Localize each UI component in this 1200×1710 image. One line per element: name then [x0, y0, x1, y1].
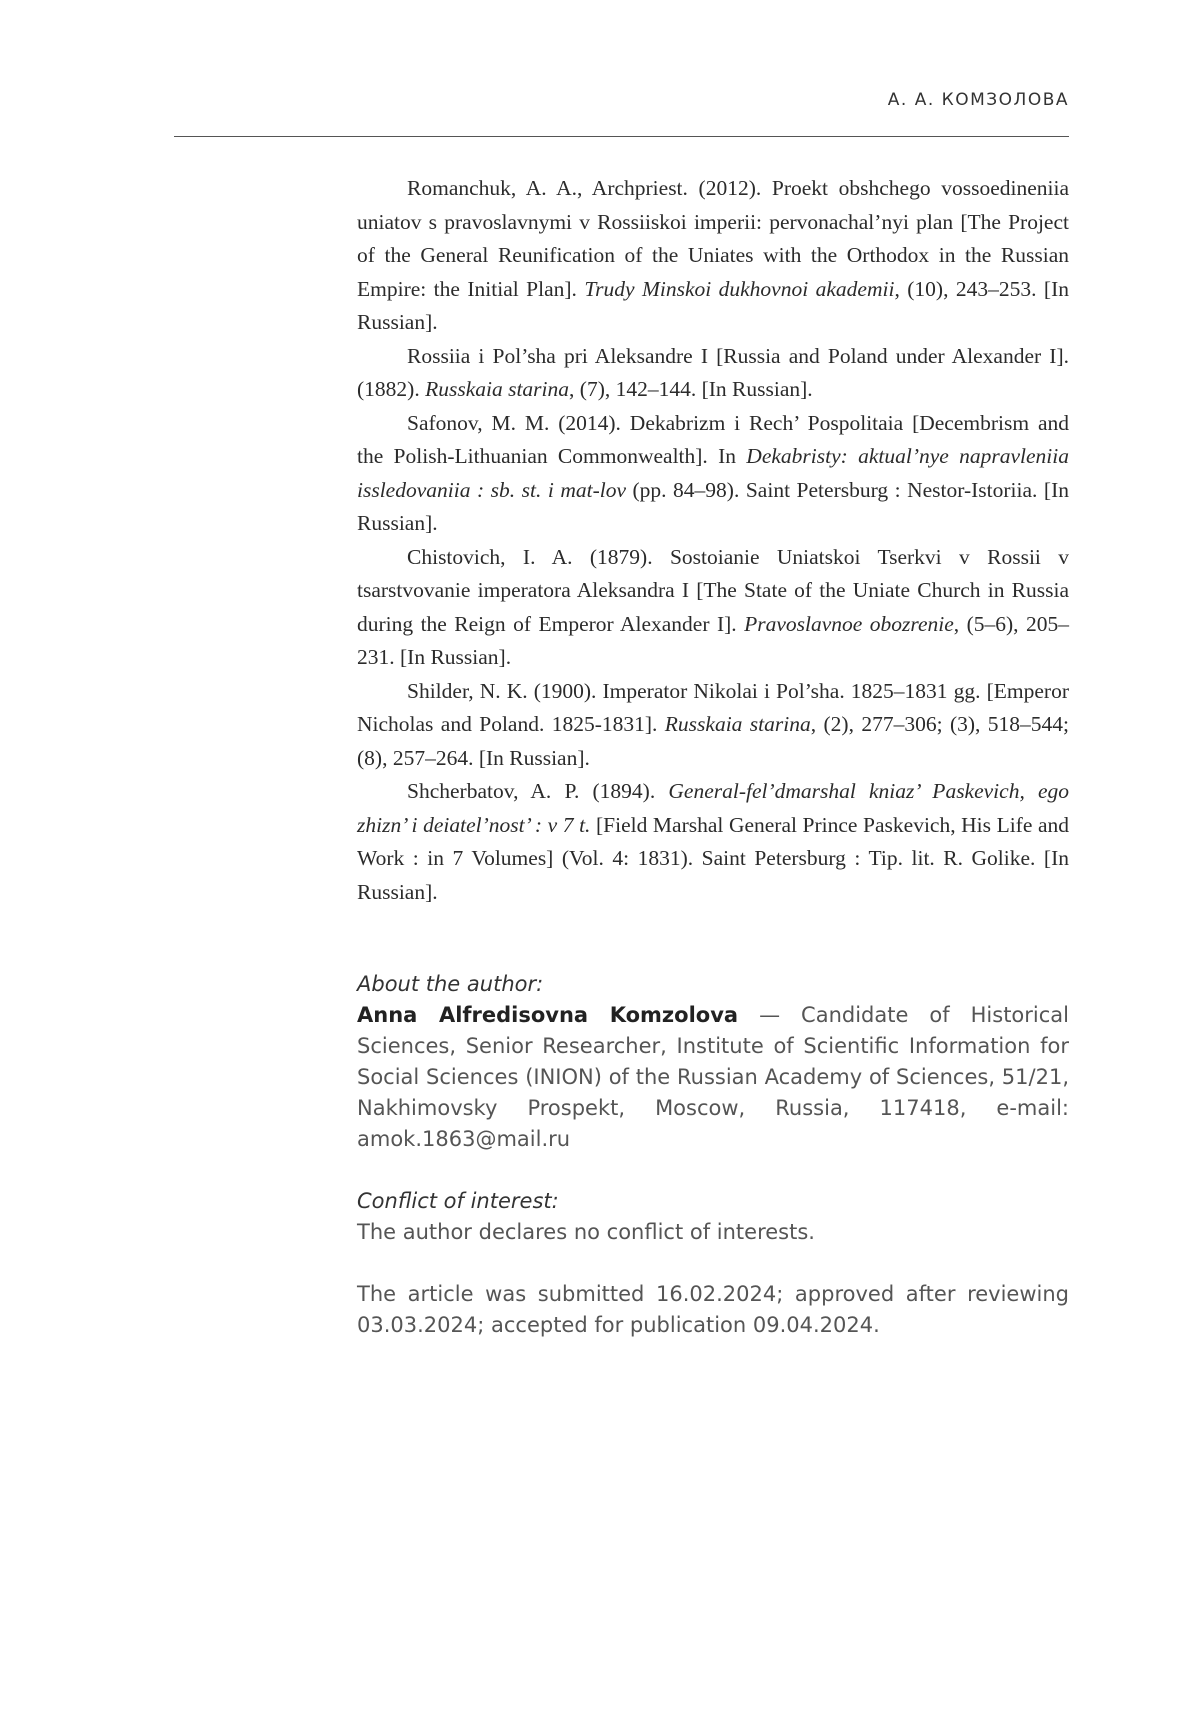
reference-list — [357, 172, 1069, 909]
conflict-heading: Conflict of interest: — [357, 1189, 559, 1213]
reference-source-title: Pravoslavnoe obozrenie — [744, 611, 954, 636]
reference-source-title: Trudy Minskoi dukhovnoi akademii — [584, 276, 895, 301]
conflict-of-interest — [357, 1186, 1069, 1248]
reference-entry: Rossiia i Pol’sha pri Aleksandre I [Russia and Poland under Alexander I]. (1882). Russkaia starina, (7), 142–144. [In Russian]. — [357, 343, 1069, 401]
reference-entry: Romanchuk, A. A., Archpriest. (2012). Proekt obshchego vossoedineniia uniatov s pravoslavnymi v Rossiiskoi imperii: pervonachal’nyi plan [The Project of the General Reunification of the Uniates with the Orthodox in the Russian Empire: the Initial Plan]. Trudy Minskoi dukhovnoi akademii, (10), 243–253. [In Russian]. — [357, 176, 1069, 334]
running-head: А. А. КОМЗОЛОВА — [887, 90, 1069, 110]
about-author-heading: About the author: — [357, 972, 544, 996]
reference-source-title: Dekabristy: aktual’nye napravleniia issledovaniia : sb. st. i mat-lov — [357, 444, 1069, 502]
reference-entry: Chistovich, I. A. (1879). Sostoianie Uniatskoi Tserkvi v Rossii v tsarstvovanie imperatora Aleksandra I [The State of the Uniate Church in Russia during the Reign of Emperor Alexander I]. Pravoslavnoe obozrenie, (5–6), 205–231. [In Russian]. — [357, 544, 1069, 669]
reference-source-title: Russkaia starina — [664, 712, 811, 736]
submission-dates — [357, 1279, 1069, 1341]
page-body — [357, 172, 1069, 1341]
author-bio — [357, 1000, 1069, 1155]
conflict-statement: The author declares no conflict of interests. — [357, 1220, 815, 1244]
reference-source-title: Russkaia starina — [425, 377, 570, 401]
author-name: Anna Alfredisovna Komzolova — [357, 1003, 739, 1027]
reference-entry: Safonov, M. M. (2014). Dekabrizm i Rech’ Pospolitaia [Decembrism and the Polish-Lithuanian Commonwealth]. In Dekabristy: aktual’nye napravleniia issledovaniia : sb. st. i mat-lov (pp. 84–98). Saint Petersburg : Nestor-Istoriia. [In Russian]. — [357, 410, 1069, 535]
reference-source-title: General-fel’dmarshal kniaz’ Paskevich, ego zhizn’ i deiatel’nost’ : v 7 t. — [357, 779, 1070, 837]
submission-text: The article was submitted 16.02.2024; approved after reviewing 03.03.2024; accepted for publication 09.04.2024. — [357, 1282, 1069, 1337]
about-author — [357, 969, 1069, 1155]
reference-entry: Shcherbatov, A. P. (1894). General-fel’dmarshal kniaz’ Paskevich, ego zhizn’ i deiatel’nost’ : v 7 t. [Field Marshal General Prince Paskevich, His Life and Work : in 7 Volumes] (Vol. 4: 1831). Saint Petersburg : Tip. lit. R. Golike. [In Russian]. — [357, 779, 1070, 904]
reference-entry: Shilder, N. K. (1900). Imperator Nikolai i Pol’sha. 1825–1831 gg. [Emperor Nicholas and Poland. 1825-1831]. Russkaia starina, (2), 277–306; (3), 518–544; (8), 257–264. [In Russian]. — [357, 678, 1069, 770]
header-rule — [174, 136, 1069, 137]
author-details: — Candidate of Historical Sciences, Senior Researcher, Institute of Scientific Information for Social Sciences (INION) of the Russian Academy of Sciences, 51/21, Nakhimovsky Prospekt, Moscow, Russia, 117418, e-mail: amok.1863@mail.ru — [357, 1003, 1069, 1151]
